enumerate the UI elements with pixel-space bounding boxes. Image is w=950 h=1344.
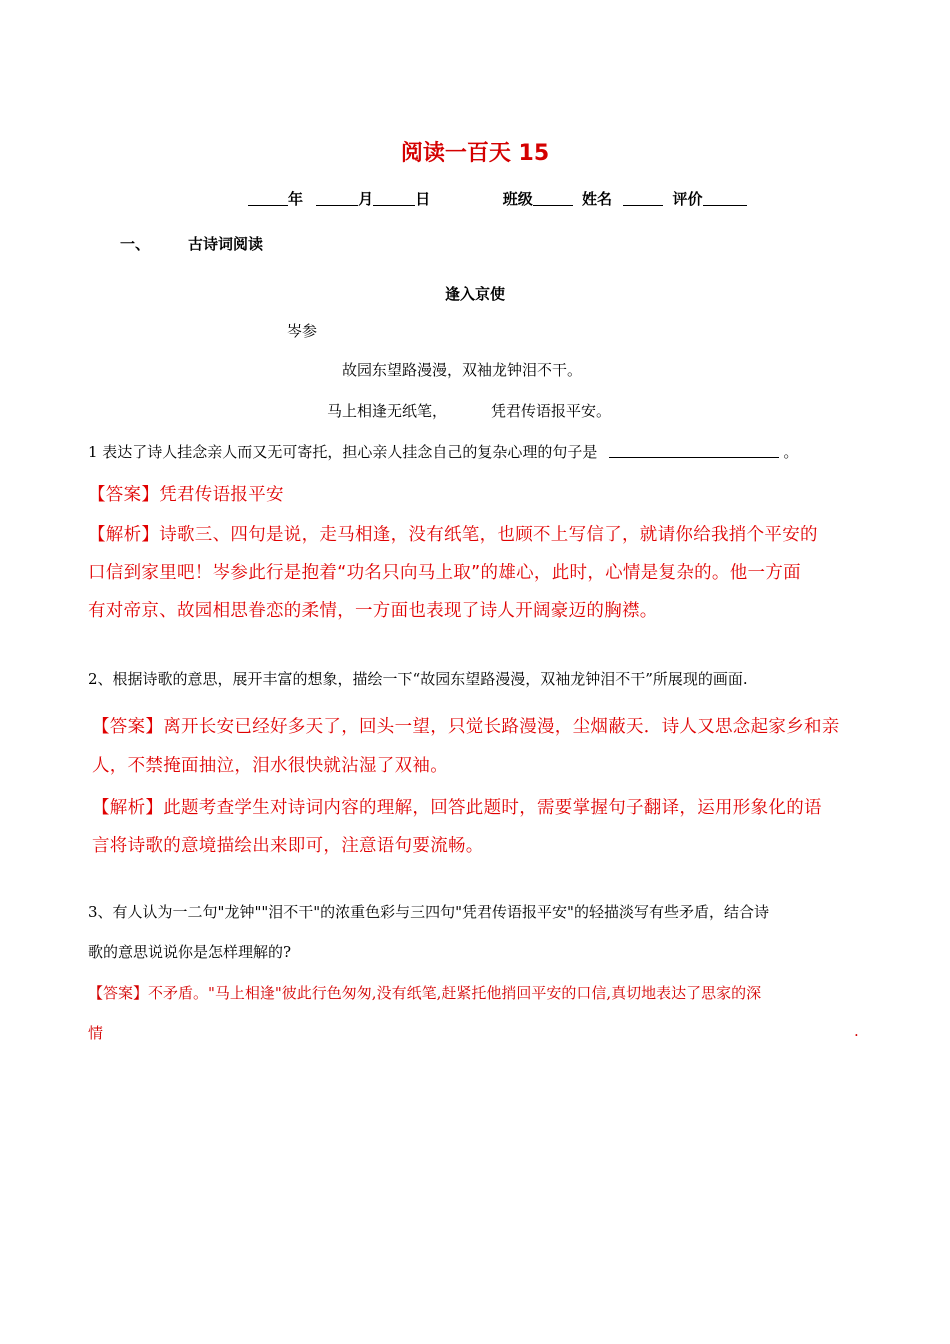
class-blank[interactable] xyxy=(533,191,573,206)
poem-title: 逢入京使 xyxy=(444,285,505,303)
explanation-1-line: 口信到家里吧！岑参此行是抱着“功名只向马上取”的雄心，此时，心情是复杂的。他一方面 xyxy=(88,563,801,583)
class-label: 班级 xyxy=(502,190,533,208)
explanation-2-line: 言将诗歌的意境描绘出来即可，注意语句要流畅。 xyxy=(92,836,484,856)
poem-author: 岑参 xyxy=(287,322,318,340)
header-info-line xyxy=(248,188,747,209)
question-2: 2、根据诗歌的意思，展开丰富的想象，描绘一下“故园东望路漫漫，双袖龙钟泪不干”所展现的画面. xyxy=(88,670,748,688)
eval-label: 评价 xyxy=(672,190,703,208)
section-heading xyxy=(120,233,264,254)
name-blank[interactable] xyxy=(623,191,663,206)
poem-line-1: 故园东望路漫漫，双袖龙钟泪不干。 xyxy=(342,361,583,379)
question-1-text: 1 表达了诗人挂念亲人而又无可寄托，担心亲人挂念自己的复杂心理的句子是 xyxy=(88,443,598,461)
answer-2-line: 人，不禁掩面抽泣，泪水很快就沾湿了双袖。 xyxy=(92,756,448,776)
answer-3-line: 情 xyxy=(88,1024,104,1042)
question-3-line: 3、有人认为一二句"龙钟""泪不干"的浓重色彩与三四句"凭君传语报平安"的轻描淡写有些矛盾，结合诗 xyxy=(88,903,769,921)
question-3-line: 歌的意思说说你是怎样理解的? xyxy=(88,943,292,961)
poem-line-2a: 马上相逢无纸笔， xyxy=(327,402,448,420)
day-blank[interactable] xyxy=(373,191,415,206)
explanation-1-line: 有对帝京、故园相思眷恋的柔情，一方面也表现了诗人开阔豪迈的胸襟。 xyxy=(88,601,658,621)
answer-2-line: 【答案】离开长安已经好多天了，回头一望，只觉长路漫漫，尘烟蔽天．诗人又思念起家乡和亲 xyxy=(92,717,840,737)
month-blank[interactable] xyxy=(316,191,358,206)
day-label: 日 xyxy=(415,190,431,208)
year-blank[interactable] xyxy=(248,191,288,206)
poem-line-2b: 凭君传语报平安。 xyxy=(491,402,612,420)
name-label: 姓名 xyxy=(582,190,613,208)
explanation-1-line: 【解析】诗歌三、四句是说，走马相逢，没有纸笔，也顾不上写信了，就请你给我捎个平安的 xyxy=(88,525,818,545)
section-number: 一、 xyxy=(120,235,151,253)
question-1-answer-blank[interactable] xyxy=(609,445,779,458)
question-1-end: 。 xyxy=(783,443,799,461)
page-title: 阅读一百天 15 xyxy=(400,141,550,166)
answer-1: 【答案】凭君传语报平安 xyxy=(88,485,284,505)
section-title: 古诗词阅读 xyxy=(188,235,264,253)
eval-blank[interactable] xyxy=(703,191,747,206)
answer-3-end: . xyxy=(854,1022,859,1040)
month-label: 月 xyxy=(358,190,374,208)
year-label: 年 xyxy=(288,190,304,208)
question-1 xyxy=(88,441,798,462)
answer-3-line: 【答案】不矛盾。"马上相逢"彼此行色匆匆,没有纸笔,赶紧托他捎回平安的口信,真切地表达了思家的深 xyxy=(88,984,762,1002)
explanation-2-line: 【解析】此题考查学生对诗词内容的理解，回答此题时，需要掌握句子翻译，运用形象化的语 xyxy=(92,798,822,818)
